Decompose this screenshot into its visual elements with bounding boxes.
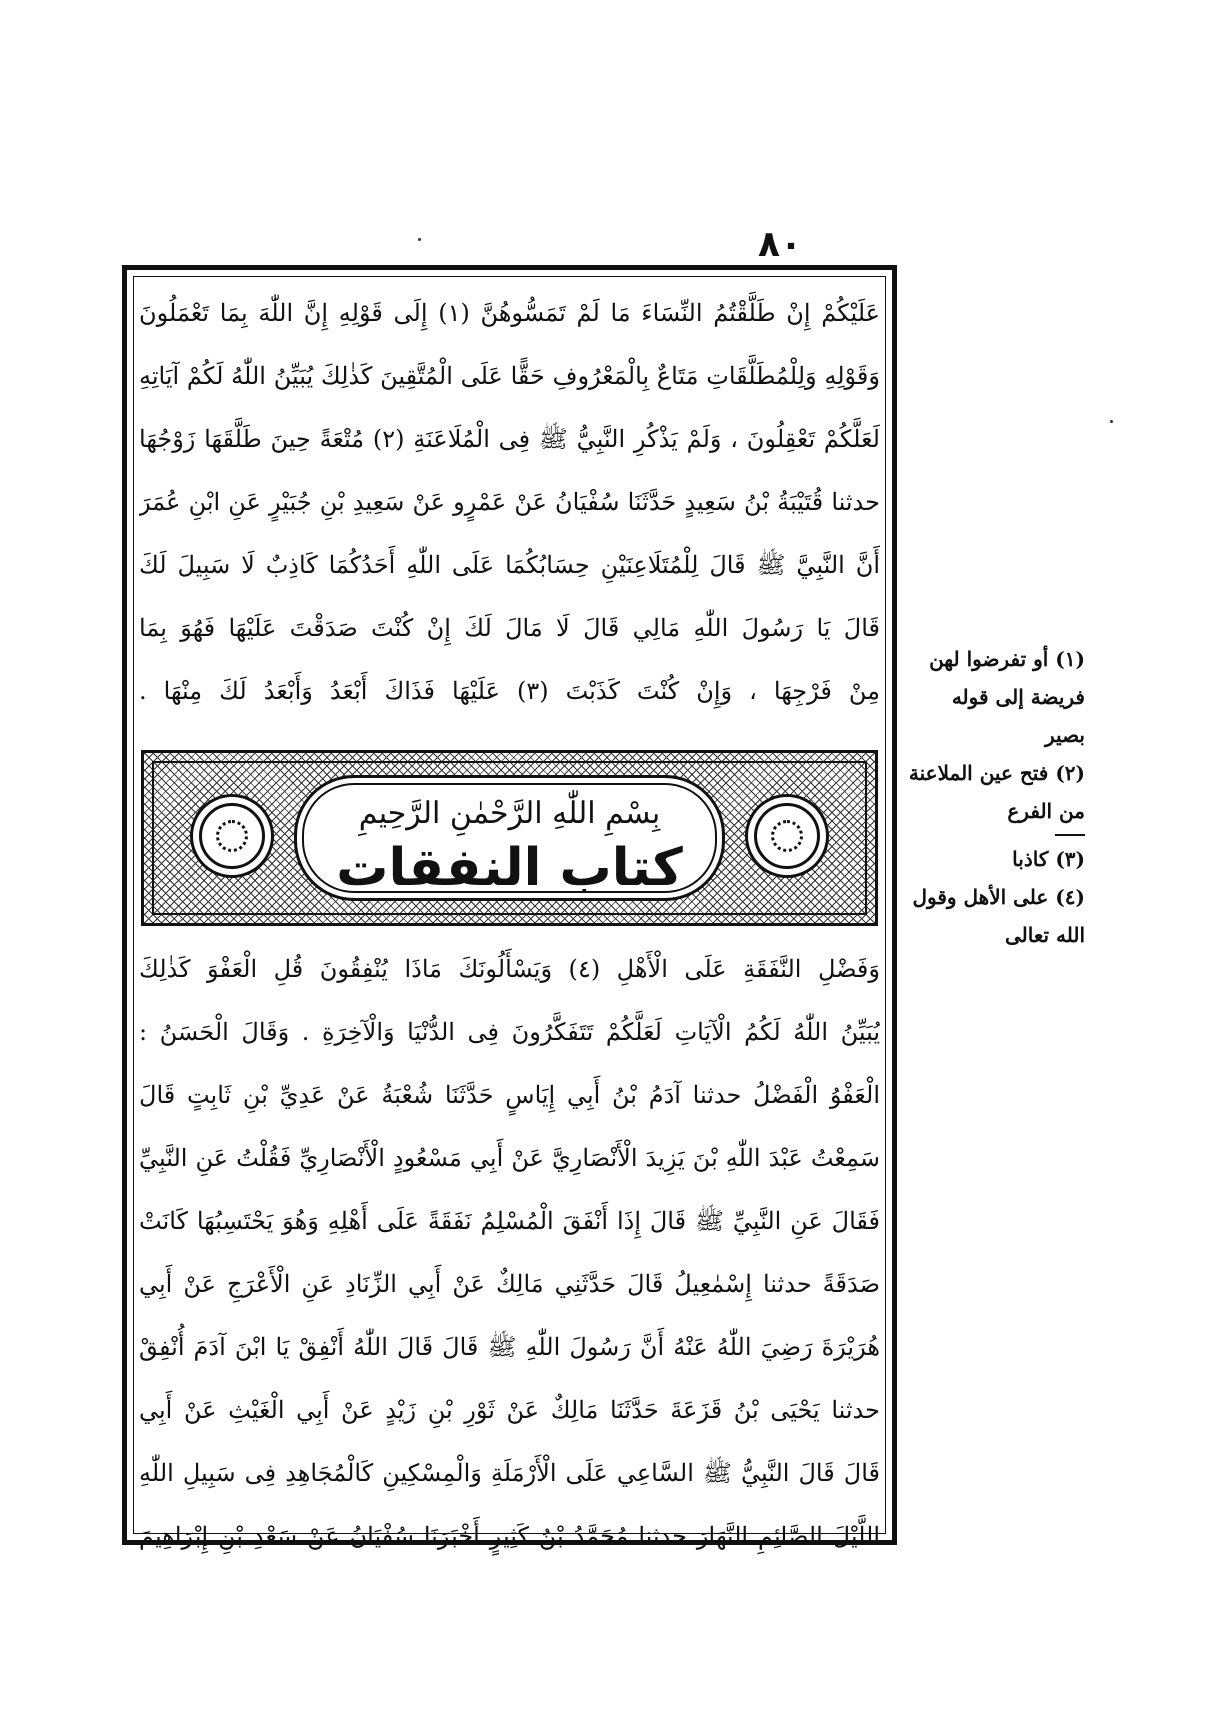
margin-note: (٤) على الأهل وقول (912, 885, 1085, 909)
basmala: بِسْمِ اللّٰهِ الرَّحْمٰنِ الرَّحِيمِ (358, 796, 661, 831)
text-line: صَدَقَةً حدثنا إِسْمٰعِيلُ قَالَ حَدَّثَنِي مَالِكٌ عَنْ أَبِي الزِّنَادِ عَنِ الْأَعْرَجِ عَنْ أَبِي (139, 1270, 880, 1298)
text-line: حدثنا قُتَيْبَةُ بْنُ سَعِيدٍ حَدَّثَنَا سُفْيَانُ عَنْ عَمْرٍو عَنْ سَعِيدِ بْنِ جُبَيْرٍ عَنِ ابْنِ عُمَرَ (139, 488, 880, 516)
text-line: اللَّيْلَ الصَّائِمِ النَّهَارَ حدثنا مُحَمَّدُ بْنُ كَثِيرٍ أَخْبَرَنَا سُفْيَانُ عَنْ سَعْدِ بْنِ إِبْرَاهِيمَ (139, 1522, 880, 1550)
top-text-block (139, 282, 880, 723)
note-divider (1055, 834, 1085, 836)
text-line: يُبَيِّنُ اللّٰهُ لَكُمُ الْآيَاتِ لَعَلَّكُمْ تَتَفَكَّرُونَ فِى الدُّنْيَا وَالْآخِرَةِ . وَقَالَ الْحَسَنُ : (139, 1018, 880, 1046)
text-line: سَمِعْتُ عَبْدَ اللّٰهِ بْنَ يَزِيدَ الْأَنْصَارِيَّ عَنْ أَبِي مَسْعُودٍ الْأَنْصَارِيِّ فَقُلْتُ عَنِ النَّبِيِّ (139, 1144, 880, 1172)
page-number: ٨٠ (758, 224, 802, 265)
margin-note: فريضة إلى قوله بصير (951, 685, 1085, 747)
margin-note: (٢) فتح عين الملاعنة (908, 761, 1085, 785)
text-line: عَلَيْكُمْ إِنْ طَلَّقْتُمُ النِّسَاءَ مَا لَمْ تَمَسُّوهُنَّ (١) إِلَى قَوْلِهِ إِنَّ اللّٰهَ بِمَا تَعْمَلُونَ (139, 299, 880, 327)
text-line: قَالَ قَالَ النَّبِيُّ ﷺ السَّاعِي عَلَى الْأَرْمَلَةِ وَالْمِسْكِينِ كَالْمُجَاهِدِ فِى سَبِيلِ اللّٰهِ (139, 1459, 880, 1487)
text-line: الْعَفْوُ الْفَضْلُ حدثنا آدَمُ بْنُ أَبِي إِيَاسٍ حَدَّثَنَا شُعْبَةُ عَنْ عَدِيِّ بْنِ ثَابِتٍ قَالَ (139, 1081, 880, 1109)
text-line: فَقَالَ عَنِ النَّبِيِّ ﷺ قَالَ إِذَا أَنْفَقَ الْمُسْلِمُ نَفَقَةً عَلَى أَهْلِهِ وَهُوَ يَحْتَسِبُهَا كَانَتْ (139, 1207, 880, 1235)
text-line: وَقَوْلِهِ وَلِلْمُطَلَّقَاتِ مَتَاعٌ بِالْمَعْرُوفِ حَقًّا عَلَى الْمُتَّقِينَ كَذٰلِكَ يُبَيِّنُ اللّٰهُ لَكُمْ آيَاتِهِ (139, 362, 880, 390)
text-line: حدثنا يَحْيَى بْنُ قَزَعَةَ حَدَّثَنَا مَالِكٌ عَنْ ثَوْرِ بْنِ زَيْدٍ عَنْ أَبِي الْغَيْثِ عَنْ أَبِي (139, 1396, 880, 1424)
rosette-ornament-icon (199, 803, 265, 869)
text-line: مِنْ فَرْجِهَا ، وَإِنْ كُنْتَ كَذَبْتَ (٣) عَلَيْهَا فَذَاكَ أَبْعَدُ وَأَبْعَدُ لَكَ مِنْهَا . (139, 677, 880, 705)
text-line: وَفَضْلِ النَّفَقَةِ عَلَى الْأَهْلِ (٤) وَيَسْأَلُونَكَ مَاذَا يُنْفِقُونَ قُلِ الْعَفْوَ كَذٰلِكَ (139, 955, 880, 983)
margin-note: (١) أو تفرضوا لهن (929, 647, 1085, 671)
chapter-banner (141, 750, 878, 926)
bottom-text-block (139, 938, 880, 1568)
text-line: أَنَّ النَّبِيَّ ﷺ قَالَ لِلْمُتَلَاعِنَيْنِ حِسَابُكُمَا عَلَى اللّٰهِ أَحَدُكُمَا كَاذِبٌ لَا سَبِيلَ لَكَ (139, 551, 880, 579)
text-line: لَعَلَّكُمْ تَعْقِلُونَ ، وَلَمْ يَذْكُرِ النَّبِيُّ ﷺ فِى الْمُلَاعَنَةِ (٢) مُتْعَةً حِينَ طَلَّقَهَا زَوْجُهَا (139, 425, 880, 453)
scan-speck (1110, 420, 1113, 423)
margin-notes (905, 640, 1085, 954)
chapter-title: كتاب النفقات (336, 838, 683, 898)
margin-note: (٣) كاذبا (1012, 847, 1085, 871)
rosette-ornament-icon (754, 803, 820, 869)
margin-note: الله تعالى (1004, 923, 1085, 947)
scan-speck (418, 238, 421, 241)
title-cartouche (294, 775, 725, 901)
text-frame (122, 265, 897, 1550)
margin-note: من الفرع (1007, 799, 1085, 823)
text-line: قَالَ يَا رَسُولَ اللّٰهِ مَالِي قَالَ لَا مَالَ لَكَ إِنْ كُنْتَ صَدَقْتَ عَلَيْهَا فَهُوَ بِمَا (139, 614, 880, 642)
text-line: هُرَيْرَةَ رَضِيَ اللّٰهُ عَنْهُ أَنَّ رَسُولَ اللّٰهِ ﷺ قَالَ قَالَ اللّٰهُ أَنْفِقْ يَا ابْنَ آدَمَ أُنْفِقْ (139, 1333, 880, 1361)
